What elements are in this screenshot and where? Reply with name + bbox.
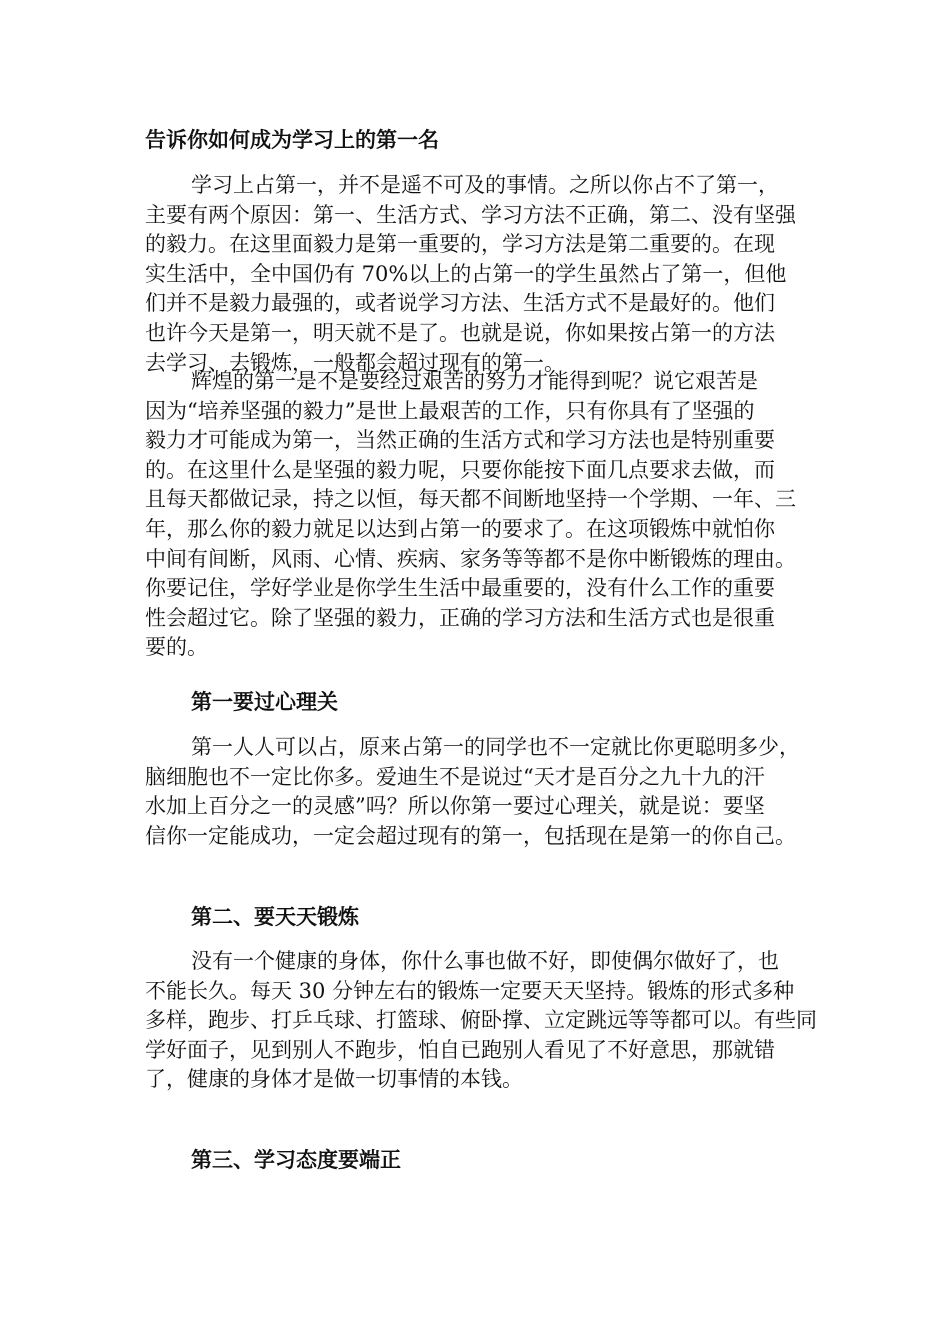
paragraph-line: 不能长久。每天 30 分钟左右的锻炼一定要天天坚持。锻炼的形式多种	[145, 978, 795, 1003]
paragraph-line: 因为“培养坚强的毅力”是世上最艰苦的工作，只有你具有了坚强的	[145, 398, 755, 423]
paragraph-line: 的。在这里什么是坚强的毅力呢，只要你能按下面几点要求去做，而	[145, 457, 775, 482]
paragraph-line: 年，那么你的毅力就足以达到占第一的要求了。在这项锻炼中就怕你	[145, 516, 775, 541]
section-2-paragraph	[145, 947, 820, 1095]
paragraph-line: 没有一个健康的身体，你什么事也做不好，即使偶尔做好了，也	[191, 949, 779, 973]
paragraph-line: 去学习、去锻炼，一般都会超过现有的第一。	[145, 350, 565, 375]
document-title: 告诉你如何成为学习上的第一名	[145, 127, 439, 152]
paragraph-line: 你要记住，学好学业是你学生生活中最重要的，没有什么工作的重要	[145, 576, 775, 601]
paragraph-line: 信你一定能成功，一定会超过现有的第一，包括现在是第一的你自己。	[145, 823, 796, 848]
paragraph-line: 辉煌的第一是不是要经过艰苦的努力才能得到呢？说它艰苦是	[191, 369, 758, 393]
section-1-paragraph	[145, 733, 820, 851]
section-heading-3: 第三、学习态度要端正	[191, 1147, 401, 1172]
paragraph-line: 学习上占第一，并不是遥不可及的事情。之所以你占不了第一，	[191, 173, 779, 197]
paragraph-line: 了，健康的身体才是做一切事情的本钱。	[145, 1067, 523, 1092]
paragraph-line: 要的。	[145, 635, 208, 660]
paragraph-line: 中间有间断，风雨、心情、疾病、家务等等都不是你中断锻炼的理由。	[145, 546, 796, 571]
intro-paragraph-1	[145, 171, 820, 378]
paragraph-line: 主要有两个原因：第一、生活方式、学习方法不正确，第二、没有坚强	[145, 202, 796, 227]
paragraph-line: 学好面子，见到别人不跑步，怕自已跑别人看见了不好意思，那就错	[145, 1037, 775, 1062]
intro-paragraph-2	[145, 367, 820, 663]
paragraph-line: 实生活中，全中国仍有 70%以上的占第一的学生虽然占了第一，但他	[145, 261, 787, 286]
paragraph-line: 也许今天是第一，明天就不是了。也就是说，你如果按占第一的方法	[145, 320, 775, 345]
paragraph-line: 的毅力。在这里面毅力是第一重要的，学习方法是第二重要的。在现	[145, 232, 775, 257]
paragraph-line: 性会超过它。除了坚强的毅力，正确的学习方法和生活方式也是很重	[145, 605, 775, 630]
paragraph-line: 脑细胞也不一定比你多。爱迪生不是说过“天才是百分之九十九的汗	[145, 764, 765, 789]
paragraph-line: 多样，跑步、打乒乓球、打篮球、俯卧撑、立定跳远等等都可以。有些同	[145, 1008, 817, 1033]
paragraph-line: 第一人人可以占，原来占第一的同学也不一定就比你更聪明多少，	[191, 735, 800, 759]
section-heading-1: 第一要过心理关	[191, 689, 338, 714]
section-heading-2: 第二、要天天锻炼	[191, 904, 359, 929]
paragraph-line: 水加上百分之一的灵感”吗？所以你第一要过心理关，就是说：要坚	[145, 794, 765, 819]
paragraph-line: 们并不是毅力最强的，或者说学习方法、生活方式不是最好的。他们	[145, 291, 775, 316]
paragraph-line: 毅力才可能成为第一，当然正确的生活方式和学习方法也是特别重要	[145, 428, 775, 453]
paragraph-line: 且每天都做记录，持之以恒，每天都不间断地坚持一个学期、一年、三	[145, 487, 796, 512]
